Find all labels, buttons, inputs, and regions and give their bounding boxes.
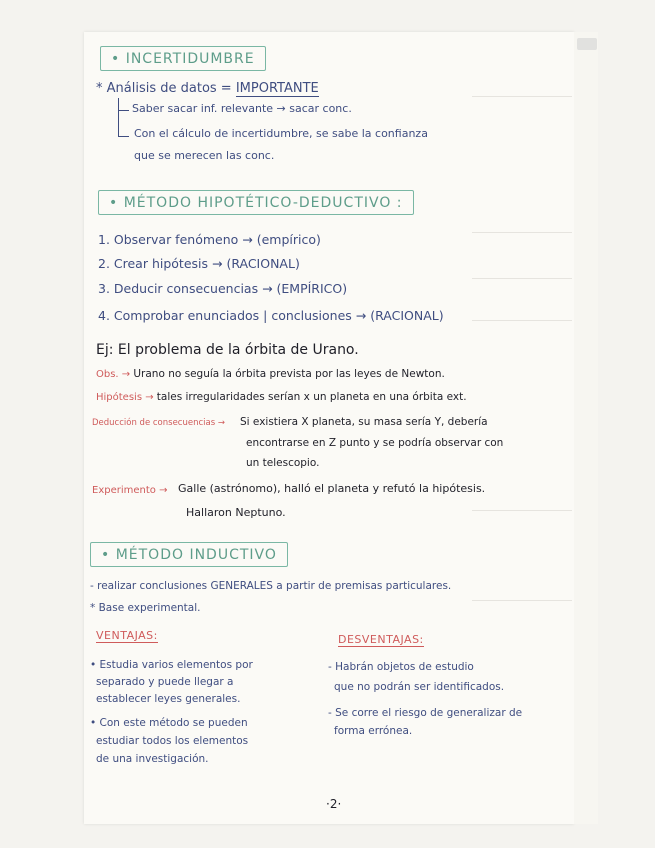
faint-rule [472, 278, 572, 279]
hip-label: Hipótesis → [96, 392, 154, 403]
ventaja-1-line-2: separado y puede llegar a [96, 676, 234, 688]
desventaja-1-line-2: que no podrán ser identificados. [334, 681, 505, 693]
hd-step-1: 1. Observar fenómeno → (empírico) [98, 232, 321, 247]
branch-arrow-line [118, 98, 129, 111]
desventajas-title: DESVENTAJAS: [338, 633, 424, 646]
ventaja-2-line-3: de una investigación. [96, 753, 209, 765]
note-line-conc: que se merecen las conc. [134, 149, 275, 162]
faint-rule [472, 232, 572, 233]
ded-text-1: Si existiera X planeta, su masa sería Y, debería [240, 416, 488, 428]
ventaja-1-line-3: establecer leyes generales. [96, 693, 241, 705]
hd-step-2: 2. Crear hipótesis → (RACIONAL) [98, 256, 300, 271]
next-page-tab [577, 38, 597, 50]
analisis-prefix: * Análisis de datos = [96, 81, 232, 96]
importante-keyword: IMPORTANTE [235, 81, 319, 96]
ventaja-1-line-1: • Estudia varios elementos por [90, 659, 253, 671]
faint-rule [472, 510, 572, 511]
ventaja-2-line-2: estudiar todos los elementos [96, 735, 249, 747]
desventaja-2-line-1: - Se corre el riesgo de generalizar de [328, 707, 523, 719]
inductivo-line-2: * Base experimental. [90, 602, 201, 614]
ded-text-3: un telescopio. [246, 457, 320, 469]
ventaja-2-line-1: • Con este método se pueden [90, 717, 248, 729]
exp-label: Experimento → [92, 485, 168, 496]
note-line-saber: Saber sacar inf. relevante → sacar conc. [132, 102, 352, 115]
faint-rule [472, 320, 572, 321]
page-number: ·2· [326, 797, 342, 811]
hd-step-4: 4. Comprobar enunciados | conclusiones → (RACIONAL) [98, 308, 444, 323]
inductivo-line-1: - realizar conclusiones GENERALES a partir de premisas particulares. [90, 580, 452, 592]
hip-text: tales irregularidades serían x un planeta en una órbita ext. [156, 391, 467, 403]
next-page-edge [574, 32, 598, 824]
example-title: Ej: El problema de la órbita de Urano. [96, 342, 359, 358]
section-title-metodo-inductivo: • MÉTODO INDUCTIVO [90, 542, 288, 567]
obs-text: Urano no seguía la órbita prevista por las leyes de Newton. [133, 368, 445, 380]
ded-text-2: encontrarse en Z punto y se podría observar con [246, 437, 504, 449]
hd-step-3: 3. Deducir consecuencias → (EMPÍRICO) [98, 281, 348, 296]
note-line-calculo: Con el cálculo de incertidumbre, se sabe la confianza [134, 127, 428, 140]
exp-text-1: Galle (astrónomo), halló el planeta y refutó la hipótesis. [178, 482, 486, 495]
faint-rule [472, 96, 572, 97]
exp-text-2: Hallaron Neptuno. [186, 506, 286, 519]
faint-rule [472, 600, 572, 601]
section-title-incertidumbre: • INCERTIDUMBRE [100, 46, 266, 71]
hip-row [96, 392, 467, 403]
note-line-analisis [96, 82, 319, 95]
obs-label: Obs. → [96, 369, 131, 380]
desventaja-1-line-1: - Habrán objetos de estudio [328, 661, 474, 673]
ventajas-title: VENTAJAS: [96, 629, 158, 642]
section-title-metodo-hd: • MÉTODO HIPOTÉTICO-DEDUCTIVO : [98, 190, 414, 215]
desventaja-2-line-2: forma errónea. [334, 725, 413, 737]
ded-label: Deducción de consecuencias → [92, 418, 225, 428]
obs-row [96, 369, 445, 380]
